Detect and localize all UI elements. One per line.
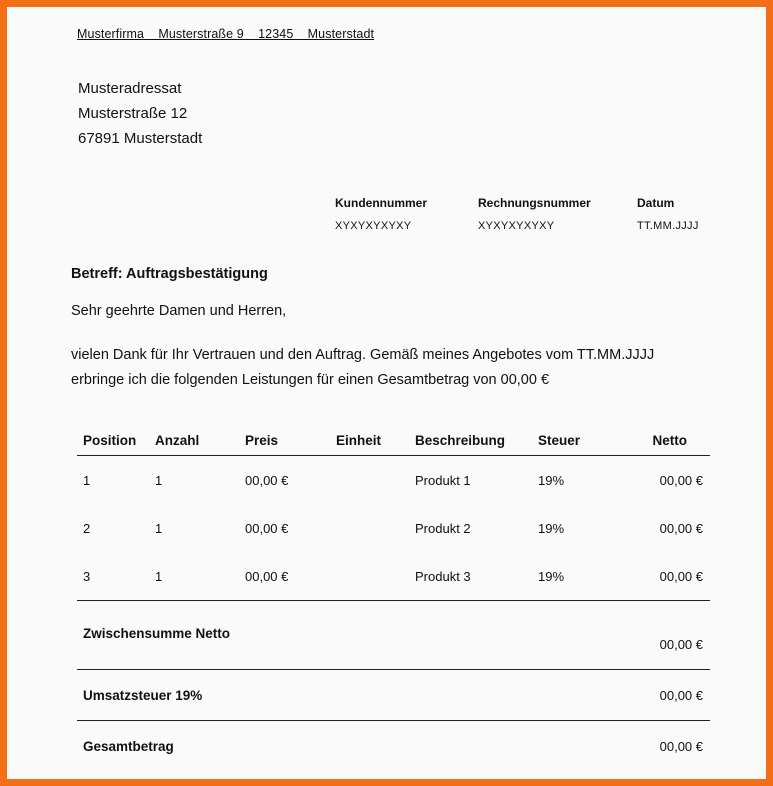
row-price: 00,00 € <box>245 521 289 536</box>
row-price: 00,00 € <box>245 569 289 584</box>
subtotal-value: 00,00 € <box>659 637 703 652</box>
column-header-position: Position <box>83 433 137 448</box>
date-value: TT.MM.JJJJ <box>637 220 699 232</box>
column-header-unit: Einheit <box>336 433 382 448</box>
row-position: 1 <box>83 473 91 488</box>
row-tax: 19% <box>538 569 565 584</box>
row-position: 3 <box>83 569 91 584</box>
vat-value: 00,00 € <box>659 688 703 703</box>
body-text <box>71 343 654 393</box>
subtotal-rule <box>77 669 710 670</box>
row-quantity: 1 <box>155 569 163 584</box>
total-label: Gesamtbetrag <box>83 739 174 754</box>
recipient-address <box>78 76 202 151</box>
greeting: Sehr geehrte Damen und Herren, <box>71 303 287 319</box>
row-tax: 19% <box>538 473 565 488</box>
vat-label: Umsatzsteuer 19% <box>83 688 203 703</box>
date-label: Datum <box>637 196 675 210</box>
header-rule <box>77 455 710 456</box>
subtotal-label: Zwischensumme Netto <box>83 626 231 641</box>
invoice-number-label: Rechnungsnummer <box>478 196 591 210</box>
recipient-city: 67891 Musterstadt <box>78 130 203 147</box>
customer-number-value: XYXYXYXYXY <box>335 220 412 232</box>
row-quantity: 1 <box>155 473 163 488</box>
column-header-quantity: Anzahl <box>155 433 200 448</box>
body-line-1: vielen Dank für Ihr Vertrauen und den Auftrag. Gemäß meines Angebotes vom TT.MM.JJJJ <box>71 347 655 363</box>
column-header-description: Beschreibung <box>415 433 506 448</box>
row-description: Produkt 2 <box>415 521 471 536</box>
row-price: 00,00 € <box>245 473 289 488</box>
row-net: 00,00 € <box>659 569 703 584</box>
sender-line: Musterfirma Musterstraße 9 12345 Musterstadt <box>77 27 375 41</box>
customer-number-label: Kundennummer <box>335 196 428 210</box>
invoice-number-value: XYXYXYXYXY <box>478 220 555 232</box>
recipient-name: Musteradressat <box>78 80 182 97</box>
row-net: 00,00 € <box>659 473 703 488</box>
row-quantity: 1 <box>155 521 163 536</box>
column-header-tax: Steuer <box>538 433 581 448</box>
row-description: Produkt 3 <box>415 569 471 584</box>
column-header-net: Netto <box>652 433 687 448</box>
total-value: 00,00 € <box>659 739 703 754</box>
recipient-street: Musterstraße 12 <box>78 105 188 122</box>
items-end-rule <box>77 600 710 601</box>
body-line-2: erbringe ich die folgenden Leistungen für einen Gesamtbetrag von 00,00 € <box>71 372 550 388</box>
vat-rule <box>77 720 710 721</box>
row-position: 2 <box>83 521 91 536</box>
row-description: Produkt 1 <box>415 473 471 488</box>
subject-line: Betreff: Auftragsbestätigung <box>71 266 268 282</box>
row-tax: 19% <box>538 521 565 536</box>
column-header-price: Preis <box>245 433 279 448</box>
row-net: 00,00 € <box>659 521 703 536</box>
